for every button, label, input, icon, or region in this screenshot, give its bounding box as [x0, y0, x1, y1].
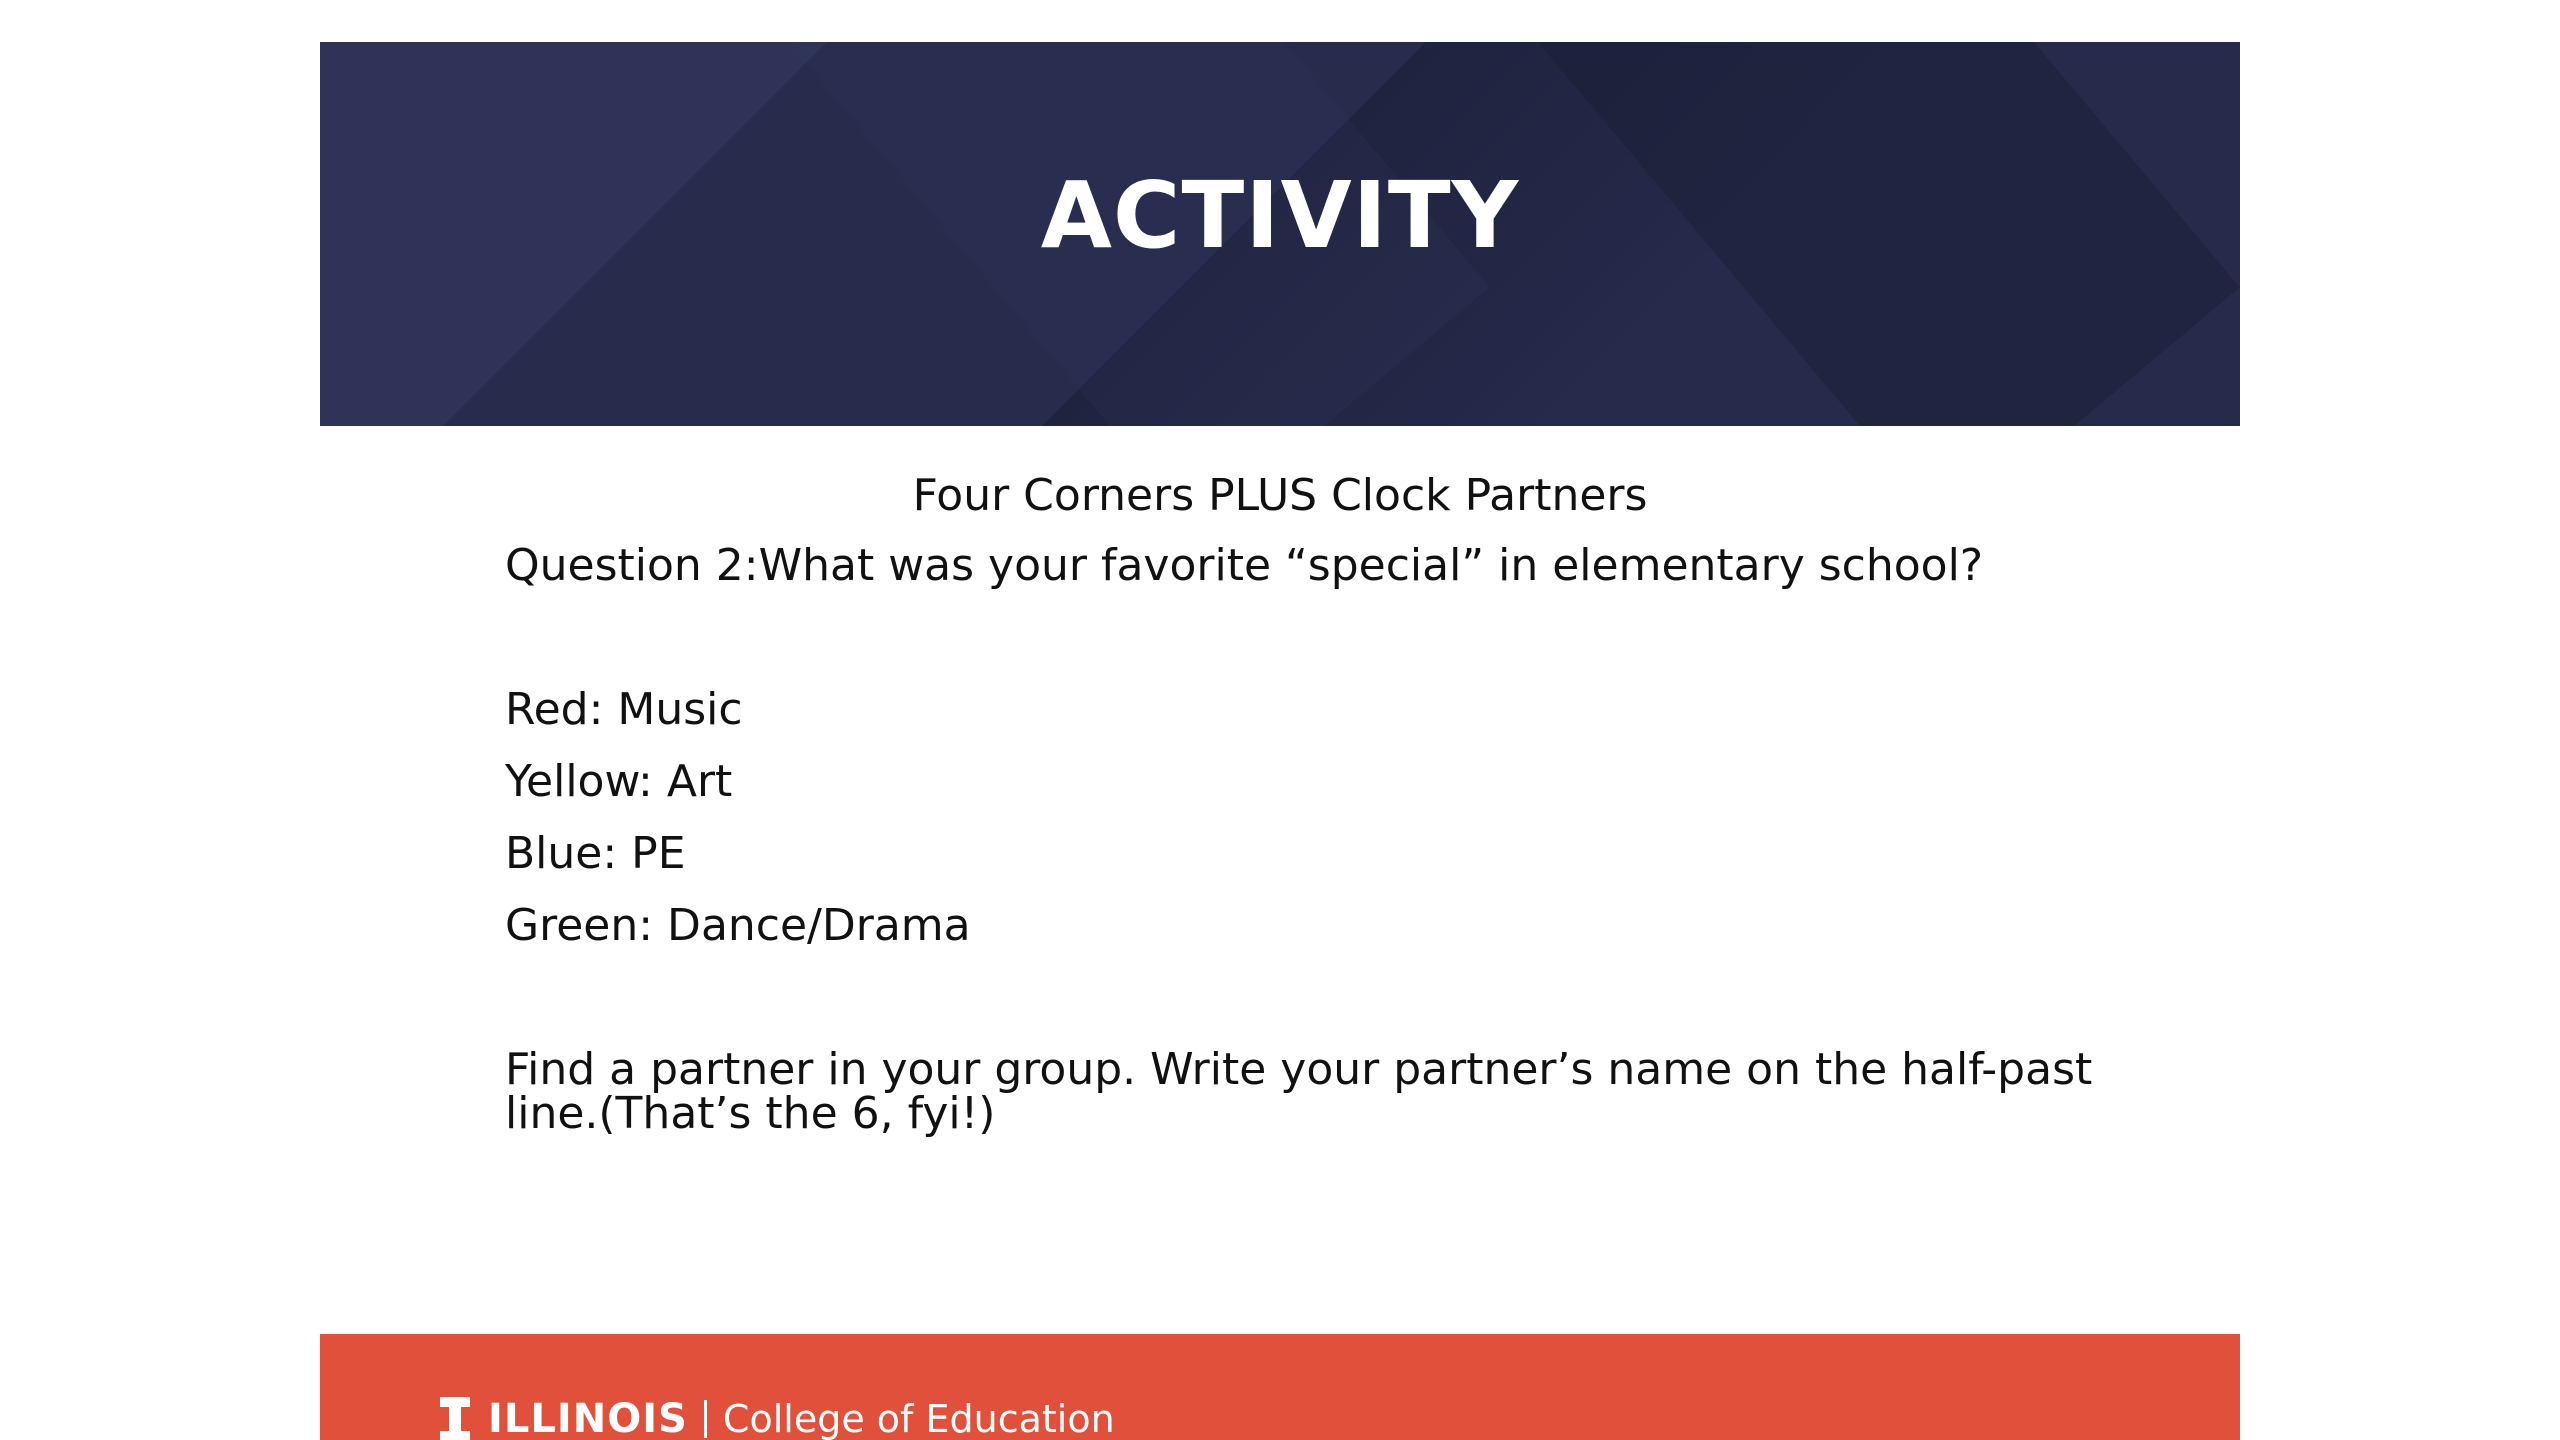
footer-band — [320, 1334, 2240, 1440]
instruction-line-1: Find a partner in your group. Write your partner’s name on the half-past — [505, 1044, 2093, 1095]
slide-subtitle: Four Corners PLUS Clock Partners — [912, 470, 1648, 521]
instruction-line-2: line.(That’s the 6, fyi!) — [505, 1088, 996, 1139]
logo-college-text: College of Education — [722, 1397, 1115, 1440]
illinois-logo — [440, 1394, 1115, 1440]
logo-illinois-text: ILLINOIS — [488, 1396, 688, 1440]
block-i-icon — [440, 1397, 470, 1440]
option-yellow: Yellow: Art — [505, 756, 733, 807]
logo-divider — [704, 1400, 707, 1438]
option-red: Red: Music — [505, 684, 743, 735]
option-blue: Blue: PE — [505, 828, 686, 879]
option-green: Green: Dance/Drama — [505, 900, 971, 951]
slide-title: ACTIVITY — [1040, 162, 1520, 269]
slide — [320, 42, 2240, 1440]
header-band — [320, 42, 2240, 426]
question-text: Question 2:What was your favorite “special” in elementary school? — [505, 540, 1984, 591]
